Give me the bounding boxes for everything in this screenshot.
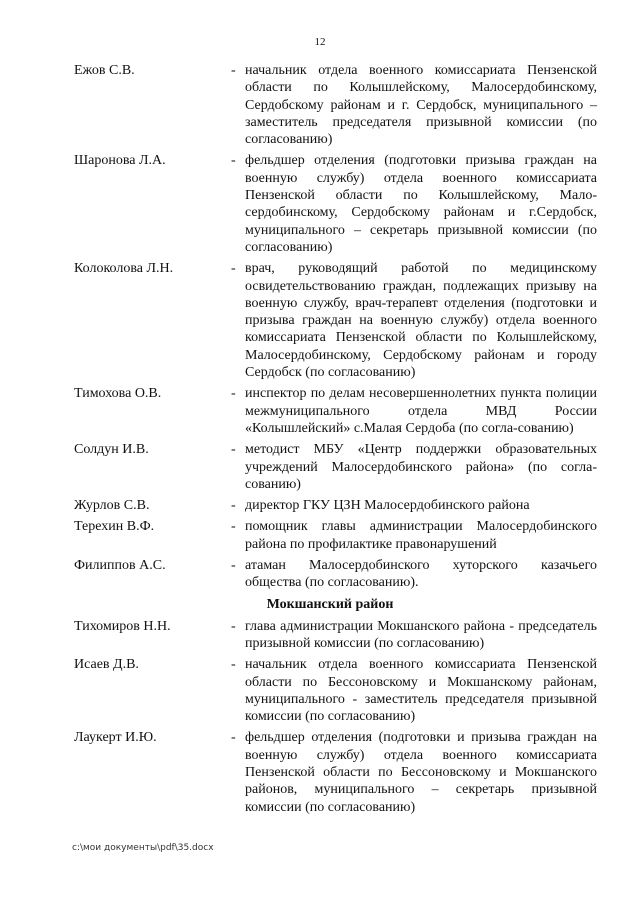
member-name: Журлов С.В. [74, 498, 150, 514]
member-role-description: фельдшер отделения (подготовки и призыва граждан на военную службу) отдела военного комиссариата Пензенской области по Бессоновскому и Мокшанского районов, муниципального – секретарь призывной комиссии (по согласованию) [245, 730, 597, 815]
member-entry [0, 152, 640, 256]
member-role-description: фельдшер отделения (подготовки призыва граждан на военную службу) отдела военного комиссариата Пензенской области по Колышлейскому, Мало-сердобинскому, Сердобскому районам и г.Сердобск, муниципального – секретарь призывной комиссии (по согласованию) [245, 153, 597, 255]
member-role-description: начальник отдела военного комиссариата Пензенской области по Колышлейскому, Малосердобинскому, Сердобскому районам и г. Сердобск, муниципального – заместитель председателя призывной комиссии (по согласованию) [245, 63, 597, 148]
dash-separator: - [231, 153, 236, 169]
footer-file-path: c:\мои документы\pdf\35.docx [72, 843, 214, 853]
dash-separator: - [231, 657, 236, 673]
member-entry [0, 441, 640, 493]
member-role-description: директор ГКУ ЦЗН Малосердобинского района [245, 498, 530, 514]
member-entry [0, 518, 640, 553]
member-entry [0, 618, 640, 653]
member-name: Ежов С.В. [74, 63, 135, 78]
dash-separator: - [231, 261, 236, 277]
member-role-description: врач, руководящий работой по медицинскому освидетельствованию граждан, подлежащих призыву на военную службу, врач-терапевт отделения (подготовки и призыва граждан на военную службу) отдела военного комиссариата Пензенской области по Колышлейскому, Малосердобинскому, Сердобскому районам и городу Сердобск (по согласованию) [245, 261, 597, 381]
member-name: Исаев Д.В. [74, 657, 139, 673]
member-role-description: методист МБУ «Центр поддержки образовательных учреждений Малосердобинского района» (по согла-сованию) [245, 442, 597, 492]
member-role-description: начальник отдела военного комиссариата Пензенской области по Бессоновскому и Мокшанскому районам, муниципального - заместитель председателя призывной комиссии (по согласованию) [245, 657, 597, 725]
dash-separator: - [231, 386, 236, 402]
member-entry [0, 497, 640, 514]
member-entry [0, 729, 640, 815]
member-name: Тихомиров Н.Н. [74, 618, 171, 634]
member-role-description: атаман Малосердобинского хуторского казачьего общества (по согласованию). [245, 558, 597, 591]
member-entry [0, 260, 640, 381]
dash-separator: - [231, 442, 236, 458]
member-role-description: глава администрации Мокшанского района - председатель призывной комиссии (по согласованию) [245, 618, 597, 651]
member-name: Филиппов А.С. [74, 558, 166, 574]
member-entry [0, 385, 640, 437]
member-group-after [0, 618, 640, 816]
member-name: Шаронова Л.А. [74, 153, 166, 169]
dash-separator: - [231, 519, 236, 535]
member-name: Терехин В.Ф. [74, 519, 155, 535]
member-group-before [0, 62, 640, 592]
member-name: Тимохова О.В. [74, 386, 162, 402]
member-entry [0, 557, 640, 592]
dash-separator: - [231, 730, 236, 746]
member-role-description: помощник главы администрации Малосердобинского района по профилактике правонарушений [245, 519, 597, 552]
dash-separator: - [231, 63, 236, 78]
member-entry [0, 62, 640, 148]
member-name: Лаукерт И.Ю. [74, 730, 157, 746]
dash-separator: - [231, 498, 236, 514]
commission-member-list [0, 62, 640, 820]
section-title: Мокшанский район [266, 596, 394, 612]
dash-separator: - [231, 618, 236, 634]
dash-separator: - [231, 558, 236, 574]
member-name: Колоколова Л.Н. [74, 261, 174, 277]
page-number: 12 [314, 36, 326, 48]
member-entry [0, 656, 640, 725]
member-name: Солдун И.В. [74, 442, 149, 458]
member-role-description: инспектор по делам несовершеннолетних пункта полиции межмуниципального отдела МВД России «Колышлейский» с.Малая Сердоба (по согла-сованию) [245, 386, 597, 436]
